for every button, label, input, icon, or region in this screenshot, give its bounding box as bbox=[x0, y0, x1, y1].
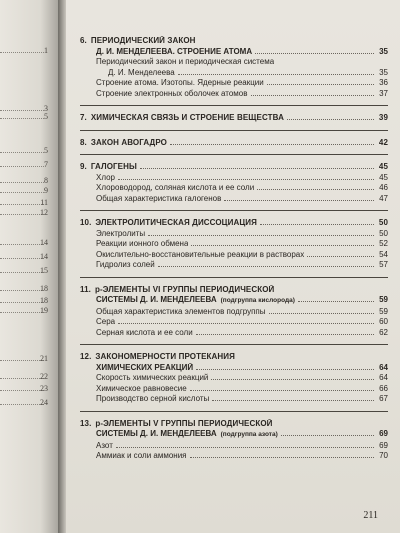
dot-leader bbox=[267, 84, 374, 85]
entry-title: Д. И. Менделеева bbox=[108, 67, 175, 77]
entry-page-number: 60 bbox=[379, 317, 388, 326]
entry-title: Скорость химических реакций bbox=[96, 373, 209, 382]
left-page-leader bbox=[0, 182, 44, 183]
entry-title: Гидролиз солей bbox=[96, 260, 155, 269]
chapter-page-number: 64 bbox=[379, 362, 388, 372]
entry-page-number: 50 bbox=[379, 228, 388, 238]
chapter-heading-continued bbox=[80, 295, 388, 307]
left-page-number: 14 bbox=[40, 252, 48, 261]
left-page-number: 12 bbox=[40, 208, 48, 217]
page-number: 211 bbox=[363, 510, 378, 521]
left-page-leader bbox=[0, 258, 44, 259]
chapter-title: ХИМИЧЕСКИХ РЕАКЦИЙ bbox=[96, 362, 194, 372]
chapter-number: 13. bbox=[80, 418, 92, 428]
left-page-number: 22 bbox=[40, 372, 48, 381]
dot-leader bbox=[257, 189, 374, 190]
chapter-title: ПЕРИОДИЧЕСКИЙ ЗАКОН bbox=[90, 36, 196, 45]
toc-entry bbox=[80, 384, 388, 395]
toc-entry bbox=[80, 194, 388, 205]
entry-page-number: 62 bbox=[379, 327, 388, 337]
chapter-number: 8. bbox=[80, 137, 87, 147]
chapter-title: ЗАКОН АВОГАДРО bbox=[90, 137, 168, 147]
entry-page-number: 37 bbox=[379, 88, 388, 98]
chapter-number: 6. bbox=[80, 36, 87, 45]
entry-page-number: 36 bbox=[379, 78, 388, 87]
entry-page-number: 67 bbox=[379, 394, 388, 403]
toc-chapter bbox=[80, 352, 388, 405]
chapter-title: p-ЭЛЕМЕНТЫ V ГРУППЫ ПЕРИОДИЧЕСКОЙ bbox=[95, 418, 273, 428]
entry-page-number: 54 bbox=[379, 249, 388, 259]
entry-title: Общая характеристика галогенов bbox=[96, 193, 222, 203]
dot-leader bbox=[116, 447, 374, 448]
entry-title: Реакции ионного обмена bbox=[96, 239, 189, 248]
toc-entry bbox=[80, 183, 388, 194]
toc-entry bbox=[80, 260, 388, 271]
left-page-leader bbox=[0, 110, 44, 111]
entry-page-number: 66 bbox=[379, 383, 388, 393]
entry-title: Серная кислота и ее соли bbox=[96, 327, 193, 337]
chapter-number: 7. bbox=[80, 113, 87, 122]
entry-page-number: 45 bbox=[379, 172, 388, 182]
chapter-title: ХИМИЧЕСКАЯ СВЯЗЬ И СТРОЕНИЕ ВЕЩЕСТВА bbox=[90, 113, 284, 122]
toc-entry bbox=[80, 250, 388, 261]
left-page-number: 19 bbox=[40, 306, 48, 315]
toc-page bbox=[66, 0, 400, 533]
dot-leader bbox=[224, 200, 374, 201]
left-page-leader bbox=[0, 312, 44, 313]
left-page-number: 15 bbox=[40, 266, 48, 275]
entry-title: Аммиак и соли аммония bbox=[96, 451, 187, 460]
chapter-divider bbox=[80, 411, 388, 412]
dot-leader bbox=[281, 435, 374, 436]
entry-page-number: 59 bbox=[379, 306, 388, 316]
entry-page-number: 64 bbox=[379, 373, 388, 382]
chapter-heading bbox=[80, 162, 388, 173]
chapter-page-number: 45 bbox=[378, 162, 388, 171]
left-page-number: 8 bbox=[44, 176, 48, 185]
entry-title: Хлор bbox=[96, 172, 115, 182]
left-page-number: 11 bbox=[40, 198, 48, 207]
dot-leader bbox=[251, 95, 374, 96]
left-facing-page bbox=[0, 0, 58, 533]
dot-leader bbox=[140, 168, 374, 169]
dot-leader bbox=[269, 313, 374, 314]
dot-leader bbox=[196, 334, 374, 335]
left-page-leader bbox=[0, 52, 44, 53]
left-page-leader bbox=[0, 244, 44, 245]
chapter-title: p-ЭЛЕМЕНТЫ VI ГРУППЫ ПЕРИОДИЧЕСКОЙ bbox=[94, 284, 275, 294]
chapter-title: ГАЛОГЕНЫ bbox=[90, 162, 137, 171]
chapter-heading bbox=[80, 218, 388, 229]
chapter-heading bbox=[80, 36, 388, 47]
entry-page-number: 52 bbox=[379, 239, 388, 248]
dot-leader bbox=[287, 119, 374, 120]
dot-leader bbox=[118, 179, 374, 180]
toc-chapter bbox=[80, 36, 388, 99]
dot-leader bbox=[190, 390, 374, 391]
toc-entry bbox=[80, 68, 388, 79]
dot-leader bbox=[178, 74, 374, 75]
chapter-divider bbox=[80, 130, 388, 131]
toc-chapter bbox=[80, 285, 388, 339]
chapter-page-number: 39 bbox=[378, 113, 388, 122]
chapter-number: 9. bbox=[80, 162, 87, 171]
toc-entry bbox=[80, 89, 388, 100]
dot-leader bbox=[148, 235, 374, 236]
dot-leader bbox=[211, 379, 374, 380]
toc-entry bbox=[80, 57, 388, 68]
chapter-note: (подгруппа азота) bbox=[220, 431, 278, 438]
left-page-number: 18 bbox=[40, 296, 48, 305]
entry-page-number: 57 bbox=[379, 260, 388, 269]
dot-leader bbox=[158, 266, 374, 267]
toc-chapter bbox=[80, 138, 388, 149]
left-page-leader bbox=[0, 290, 44, 291]
left-page-number: 3 bbox=[44, 104, 48, 113]
entry-page-number: 69 bbox=[379, 440, 388, 450]
chapter-divider bbox=[80, 105, 388, 106]
left-page-leader bbox=[0, 404, 44, 405]
chapter-number: 10. bbox=[80, 218, 92, 227]
entry-title: Азот bbox=[96, 440, 113, 450]
chapter-title: СИСТЕМЫ Д. И. МЕНДЕЛЕЕВА bbox=[96, 295, 217, 304]
toc-chapter bbox=[80, 113, 388, 124]
chapter-page-number: 42 bbox=[378, 137, 388, 147]
toc-entry bbox=[80, 239, 388, 250]
left-page-leader bbox=[0, 360, 44, 361]
toc-chapter bbox=[80, 162, 388, 204]
chapter-heading-continued bbox=[80, 363, 388, 374]
left-page-leader bbox=[0, 152, 44, 153]
left-page-number: 23 bbox=[40, 384, 48, 393]
entry-page-number: 46 bbox=[379, 183, 388, 192]
entry-title: Окислительно-восстановительные реакции в растворах bbox=[96, 249, 305, 259]
left-page-leader bbox=[0, 166, 44, 167]
left-page-leader bbox=[0, 302, 44, 303]
left-page-number: 1 bbox=[44, 46, 48, 55]
chapter-number: 11. bbox=[80, 284, 91, 294]
dot-leader bbox=[298, 301, 374, 302]
entry-title: Химическое равновесие bbox=[96, 383, 187, 393]
chapter-title: СИСТЕМЫ Д. И. МЕНДЕЛЕЕВА bbox=[96, 429, 217, 438]
chapter-note: (подгруппа кислорода) bbox=[220, 297, 295, 304]
left-page-number: 9 bbox=[44, 186, 48, 195]
entry-title: Строение электронных оболочек атомов bbox=[96, 88, 248, 98]
left-page-leader bbox=[0, 204, 44, 205]
left-page-leader bbox=[0, 378, 44, 379]
entry-title: Сера bbox=[96, 317, 116, 326]
chapter-page-number: 35 bbox=[379, 46, 388, 56]
left-page-leader bbox=[0, 214, 44, 215]
chapter-heading-continued bbox=[80, 429, 388, 441]
toc-chapter bbox=[80, 419, 388, 462]
chapter-divider bbox=[80, 210, 388, 211]
chapter-divider bbox=[80, 277, 388, 278]
dot-leader bbox=[255, 53, 374, 54]
dot-leader bbox=[212, 400, 374, 401]
dot-leader bbox=[190, 457, 374, 458]
entry-title: Электролиты bbox=[96, 228, 146, 238]
chapter-title: ЗАКОНОМЕРНОСТИ ПРОТЕКАНИЯ bbox=[95, 352, 235, 361]
dot-leader bbox=[196, 369, 374, 370]
dot-leader bbox=[191, 245, 374, 246]
left-page-number: 7 bbox=[44, 160, 48, 169]
left-page-leader bbox=[0, 272, 44, 273]
table-of-contents bbox=[80, 36, 388, 462]
left-page-number: 24 bbox=[40, 398, 48, 407]
toc-entry bbox=[80, 441, 388, 452]
entry-page-number: 35 bbox=[379, 67, 388, 77]
dot-leader bbox=[170, 144, 374, 145]
chapter-page-number: 59 bbox=[379, 295, 388, 304]
chapter-number: 12. bbox=[80, 352, 92, 361]
chapter-title: ЭЛЕКТРОЛИТИЧЕСКАЯ ДИССОЦИАЦИЯ bbox=[95, 218, 257, 227]
chapter-heading-continued bbox=[80, 47, 388, 58]
toc-entry bbox=[80, 173, 388, 184]
chapter-heading bbox=[80, 285, 388, 296]
chapter-heading bbox=[80, 419, 388, 430]
left-page-number: 5 bbox=[44, 146, 48, 155]
left-page-leader bbox=[0, 192, 44, 193]
left-page-leader bbox=[0, 118, 44, 119]
toc-entry bbox=[80, 229, 388, 240]
dot-leader bbox=[260, 224, 374, 225]
chapter-heading bbox=[80, 352, 388, 363]
chapter-title: Д. И. МЕНДЕЛЕЕВА. СТРОЕНИЕ АТОМА bbox=[96, 46, 253, 56]
toc-chapter bbox=[80, 218, 388, 271]
chapter-heading bbox=[80, 138, 388, 149]
entry-title: Хлороводород, соляная кислота и ее соли bbox=[96, 183, 255, 192]
dot-leader bbox=[118, 323, 374, 324]
left-page-number: 14 bbox=[40, 238, 48, 247]
entry-page-number: 70 bbox=[379, 451, 388, 460]
chapter-divider bbox=[80, 154, 388, 155]
entry-title: Производство серной кислоты bbox=[96, 394, 210, 403]
toc-entry bbox=[80, 373, 388, 384]
toc-entry bbox=[80, 78, 388, 89]
left-page-number: 18 bbox=[40, 284, 48, 293]
toc-entry bbox=[80, 451, 388, 462]
left-page-leader bbox=[0, 390, 44, 391]
chapter-page-number: 50 bbox=[378, 218, 388, 227]
entry-title: Общая характеристика элементов подгруппы bbox=[96, 306, 266, 316]
chapter-page-number: 69 bbox=[379, 429, 388, 438]
entry-page-number: 47 bbox=[379, 193, 388, 203]
chapter-divider bbox=[80, 344, 388, 345]
toc-entry bbox=[80, 317, 388, 328]
chapter-heading bbox=[80, 113, 388, 124]
left-page-number: 21 bbox=[40, 354, 48, 363]
book-gutter bbox=[58, 0, 66, 533]
entry-title: Периодический закон и периодическая система bbox=[96, 57, 275, 66]
toc-entry bbox=[80, 394, 388, 405]
toc-entry bbox=[80, 328, 388, 339]
dot-leader bbox=[307, 256, 374, 257]
left-page-number: 5 bbox=[44, 112, 48, 121]
toc-entry bbox=[80, 307, 388, 318]
entry-title: Строение атома. Изотопы. Ядерные реакции bbox=[96, 78, 264, 87]
